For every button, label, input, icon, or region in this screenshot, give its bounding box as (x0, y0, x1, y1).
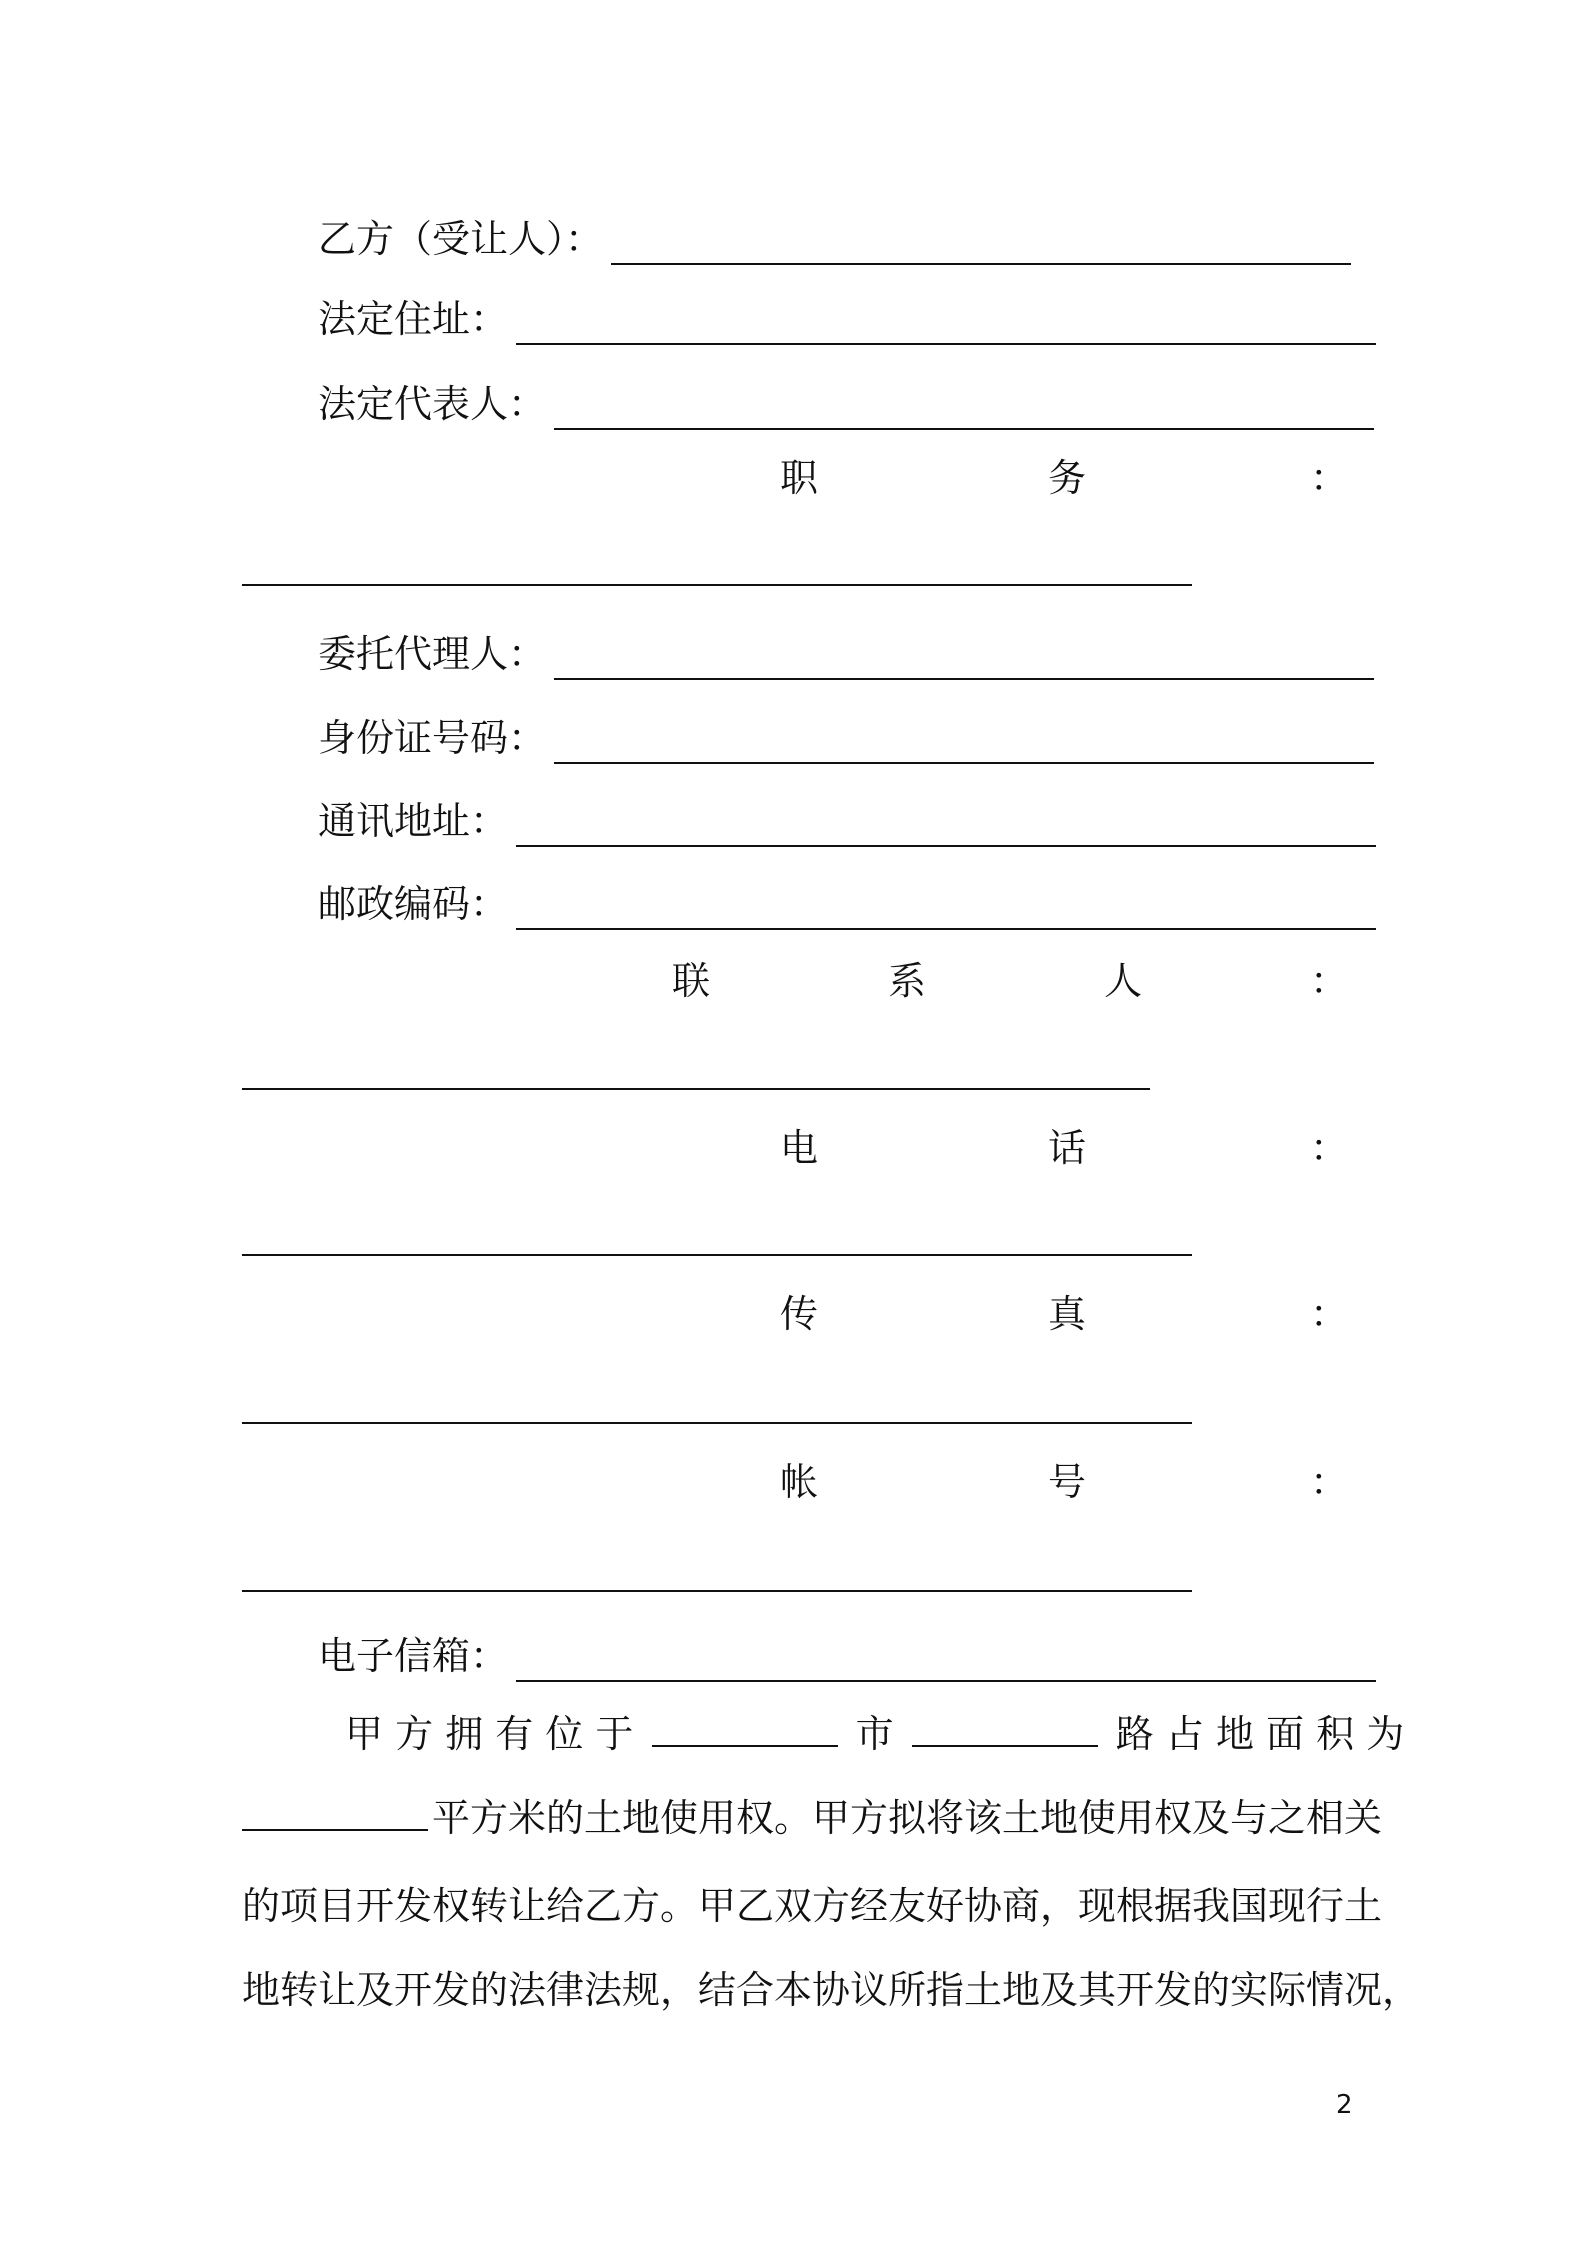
position-char-3: ： (1310, 456, 1349, 500)
paragraph-line2-text: 平方米的土地使用权。甲方拟将该土地使用权及与之相关 (432, 1796, 1383, 1840)
id-number-row (318, 704, 1374, 764)
legal-rep-blank[interactable] (554, 390, 1374, 430)
contact-char-1: 联 (672, 959, 711, 1003)
fax-blank[interactable] (242, 1422, 1192, 1424)
paragraph-line-1 (345, 1708, 1404, 1760)
fax-char-3: ： (1310, 1292, 1349, 1336)
paragraph-line1-c: 路 占 地 面 积 为 (1115, 1712, 1405, 1756)
party-b-blank[interactable] (611, 225, 1351, 265)
mailing-address-row (318, 787, 1376, 847)
legal-address-blank[interactable] (516, 305, 1376, 345)
account-char-3: ： (1310, 1460, 1349, 1504)
party-b-row (318, 205, 1351, 265)
position-char-2: 务 (1048, 456, 1087, 500)
email-row (318, 1622, 1376, 1682)
paragraph-line-2 (242, 1792, 1382, 1844)
postal-code-row (318, 870, 1376, 930)
paragraph-line1-b: 市 (855, 1712, 894, 1756)
account-char-2: 号 (1048, 1460, 1087, 1504)
paragraph-line-3: 的项目开发权转让给乙方。甲乙双方经友好协商，现根据我国现行土 (242, 1884, 1383, 1928)
road-blank[interactable] (912, 1713, 1098, 1747)
phone-blank[interactable] (242, 1254, 1192, 1256)
position-blank[interactable] (242, 584, 1192, 586)
phone-char-3: ： (1310, 1126, 1349, 1170)
account-char-1: 帐 (780, 1460, 819, 1504)
legal-rep-label: 法定代表人： (318, 382, 547, 426)
account-blank[interactable] (242, 1590, 1192, 1592)
contact-char-3: 人 (1104, 959, 1143, 1003)
city-blank[interactable] (652, 1713, 838, 1747)
paragraph-line-4: 地转让及开发的法律法规，结合本协议所指土地及其开发的实际情况， (242, 1968, 1421, 2012)
page-number: 2 (1336, 2090, 1353, 2120)
position-char-1: 职 (780, 456, 819, 500)
id-number-blank[interactable] (554, 724, 1374, 764)
agent-blank[interactable] (554, 640, 1374, 680)
email-label: 电子信箱： (318, 1634, 509, 1678)
phone-char-1: 电 (780, 1126, 819, 1170)
email-blank[interactable] (516, 1642, 1376, 1682)
agent-label: 委托代理人： (318, 632, 547, 676)
mailing-address-blank[interactable] (516, 807, 1376, 847)
contact-char-2: 系 (888, 959, 927, 1003)
phone-char-2: 话 (1048, 1126, 1087, 1170)
fax-char-1: 传 (780, 1292, 819, 1336)
contact-blank[interactable] (242, 1088, 1150, 1090)
fax-char-2: 真 (1048, 1292, 1087, 1336)
postal-code-label: 邮政编码： (318, 882, 509, 926)
postal-code-blank[interactable] (516, 890, 1376, 930)
contact-char-4: ： (1310, 959, 1349, 1003)
id-number-label: 身份证号码： (318, 716, 547, 760)
legal-rep-row (318, 370, 1374, 430)
area-blank[interactable] (242, 1797, 428, 1831)
party-b-label: 乙方（受让人）： (318, 217, 604, 261)
legal-address-label: 法定住址： (318, 297, 509, 341)
mailing-address-label: 通讯地址： (318, 799, 509, 843)
legal-address-row (318, 285, 1376, 345)
paragraph-line1-a: 甲 方 拥 有 位 于 (345, 1712, 634, 1756)
agent-row (318, 620, 1374, 680)
